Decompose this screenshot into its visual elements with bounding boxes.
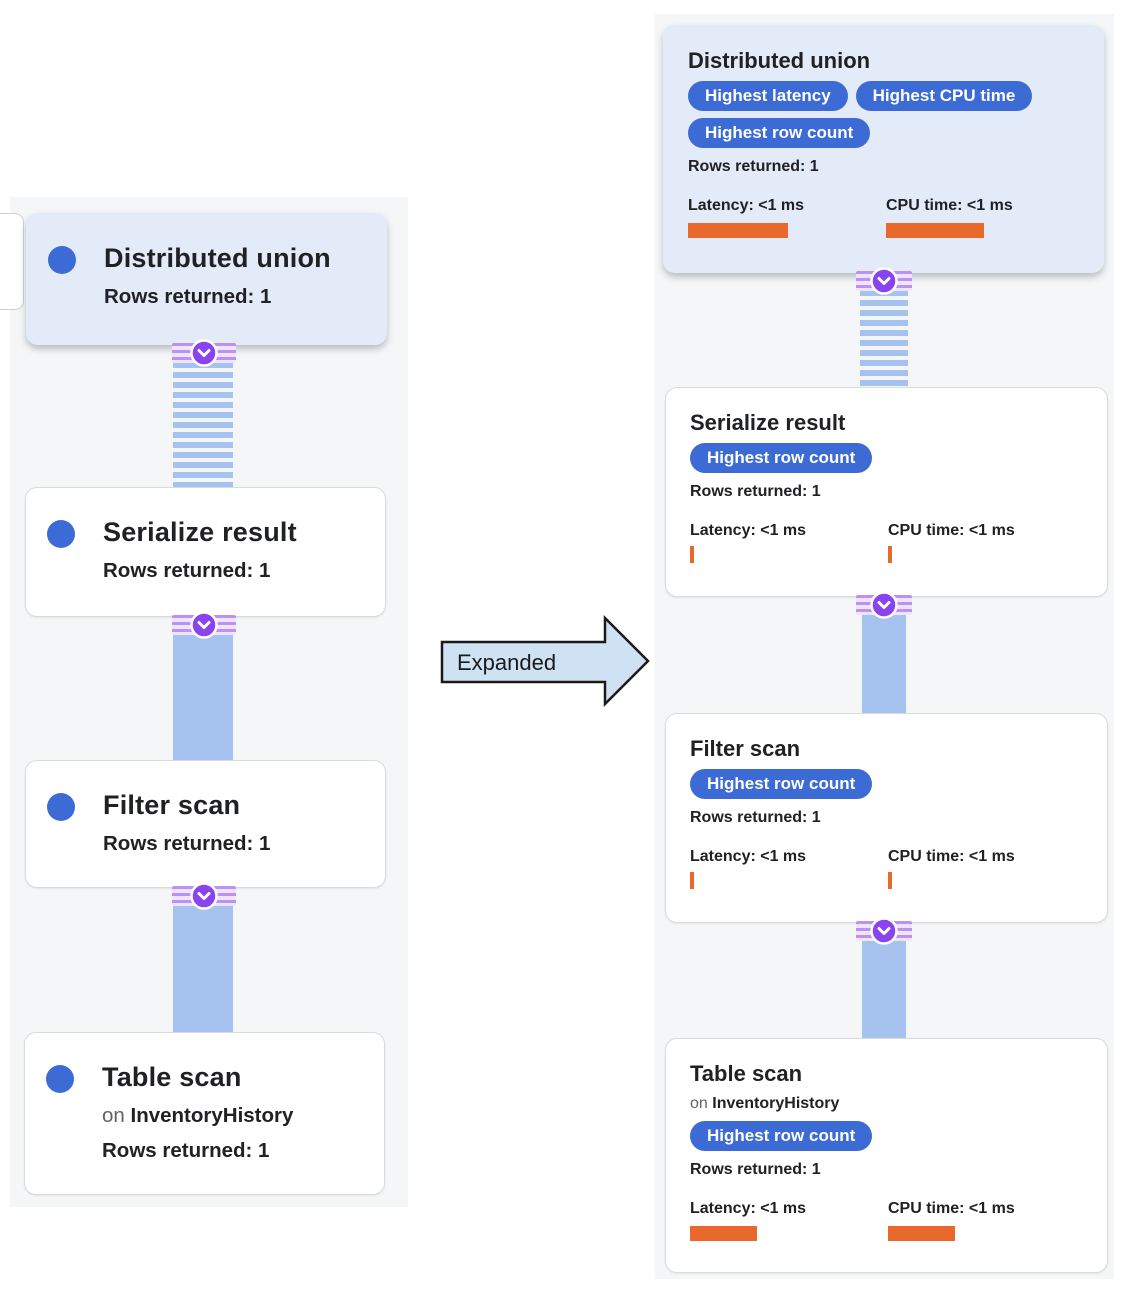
cpu-time-label: CPU time: <1 ms (888, 1200, 1015, 1217)
latency-label: Latency: <1 ms (688, 197, 805, 214)
badge-highest-latency: Highest latency (688, 81, 848, 111)
cpu-time-label: CPU time: <1 ms (888, 522, 1015, 539)
node-title: Serialize result (103, 517, 297, 547)
expanded-plan-panel (655, 14, 1114, 1279)
chevron-down-icon (190, 339, 218, 367)
node-title: Distributed union (688, 48, 871, 73)
node-card-distributed-union-collapsed[interactable] (26, 213, 387, 345)
node-title: Table scan (690, 1061, 803, 1086)
node-title: Filter scan (690, 736, 801, 761)
latency-bar (690, 1226, 757, 1241)
rows-returned: Rows returned: 1 (690, 483, 821, 500)
latency-bar (690, 872, 694, 889)
chevron-down-icon (190, 611, 218, 639)
node-card-filter-scan-expanded[interactable] (665, 713, 1108, 923)
node-card-table-scan-collapsed[interactable] (24, 1032, 385, 1195)
badge-list (688, 81, 1087, 148)
node-card-filter-scan-collapsed[interactable] (25, 760, 386, 888)
chevron-down-icon (190, 882, 218, 910)
node-title: Table scan (102, 1062, 242, 1092)
node-card-table-scan-expanded[interactable] (665, 1038, 1108, 1273)
badge-list (690, 443, 1091, 473)
collapse-toggle[interactable] (190, 339, 218, 367)
on-prefix: on (102, 1104, 125, 1127)
rows-returned: Rows returned: 1 (102, 1139, 270, 1162)
node-dot-icon (47, 520, 75, 548)
collapse-toggle[interactable] (870, 917, 898, 945)
rows-returned: Rows returned: 1 (690, 1161, 821, 1178)
collapse-toggle[interactable] (190, 882, 218, 910)
rows-returned: Rows returned: 1 (690, 809, 821, 826)
latency-label: Latency: <1 ms (690, 522, 807, 539)
chevron-down-icon (870, 591, 898, 619)
badge-highest-row-count: Highest row count (690, 443, 872, 473)
badge-highest-cpu-time: Highest CPU time (856, 81, 1033, 111)
cpu-time-bar (888, 1226, 955, 1241)
node-dot-icon (47, 793, 75, 821)
cpu-time-bar (888, 546, 892, 563)
cpu-time-bar (888, 872, 892, 889)
node-card-serialize-result-collapsed[interactable] (25, 487, 386, 617)
on-prefix: on (690, 1095, 708, 1112)
node-dot-icon (46, 1065, 74, 1093)
node-dot-icon (48, 246, 76, 274)
latency-bar (690, 546, 694, 563)
cpu-time-label: CPU time: <1 ms (886, 197, 1013, 214)
node-title: Distributed union (104, 243, 331, 273)
node-card-distributed-union-expanded[interactable] (663, 25, 1104, 273)
node-title: Serialize result (690, 410, 846, 435)
table-name: InventoryHistory (130, 1104, 294, 1127)
rows-returned: Rows returned: 1 (103, 559, 271, 582)
badge-highest-row-count: Highest row count (688, 118, 870, 148)
connector-striped (173, 362, 233, 487)
latency-bar (688, 223, 788, 238)
latency-label: Latency: <1 ms (690, 848, 807, 865)
collapse-toggle[interactable] (870, 267, 898, 295)
expanded-arrow-label: Expanded (457, 650, 557, 675)
cpu-time-label: CPU time: <1 ms (888, 848, 1015, 865)
cpu-time-bar (886, 223, 984, 238)
badge-list (690, 1121, 1091, 1151)
clipped-node-card[interactable] (0, 213, 24, 310)
rows-returned: Rows returned: 1 (103, 832, 271, 855)
badge-list (690, 769, 1091, 799)
latency-label: Latency: <1 ms (690, 1200, 807, 1217)
badge-highest-row-count: Highest row count (690, 769, 872, 799)
node-card-serialize-result-expanded[interactable] (665, 387, 1108, 597)
table-ref (102, 1103, 293, 1129)
chevron-down-icon (870, 917, 898, 945)
collapsed-plan-panel (10, 197, 408, 1207)
table-name: InventoryHistory (712, 1095, 840, 1112)
collapse-toggle[interactable] (190, 611, 218, 639)
connector-striped (860, 290, 908, 387)
rows-returned: Rows returned: 1 (104, 285, 272, 308)
expanded-arrow (430, 600, 660, 720)
badge-highest-row-count: Highest row count (690, 1121, 872, 1151)
rows-returned: Rows returned: 1 (688, 158, 819, 175)
table-ref (690, 1094, 1091, 1114)
collapse-toggle[interactable] (870, 591, 898, 619)
chevron-down-icon (870, 267, 898, 295)
node-title: Filter scan (103, 790, 241, 820)
